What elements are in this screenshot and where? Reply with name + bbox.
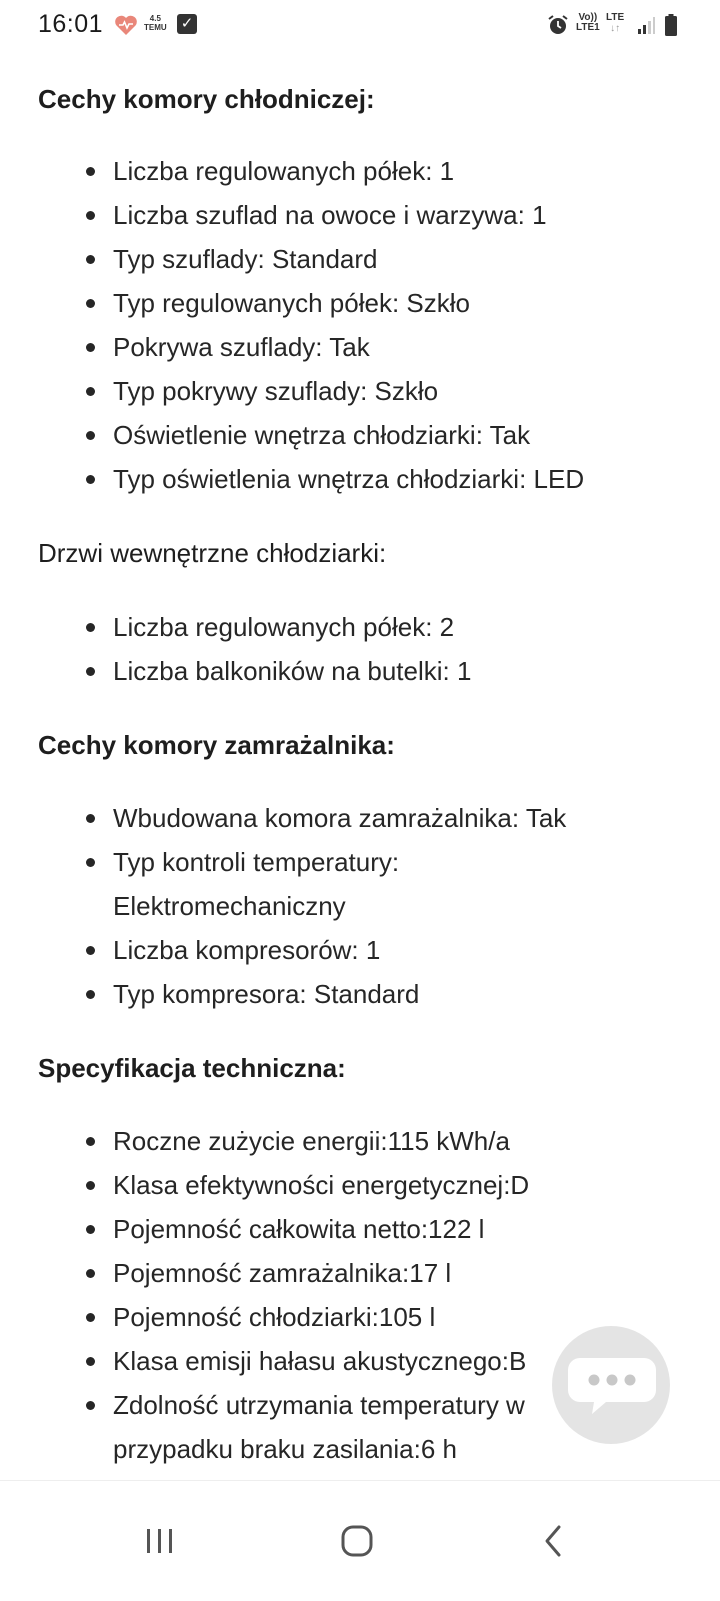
list-item: Typ oświetlenia wnętrza chłodziarki: LED <box>0 457 720 501</box>
freezer-features-list <box>0 796 720 1016</box>
section-title-cooling: Cechy komory chłodniczej: <box>38 84 375 114</box>
section-title-freezer: Cechy komory zamrażalnika: <box>38 730 395 760</box>
temu-rating: 4.5 <box>149 14 161 23</box>
home-icon[interactable] <box>335 1519 379 1563</box>
list-item: Pojemność zamrażalnika:17 l <box>0 1251 720 1295</box>
list-item: Oświetlenie wnętrza chłodziarki: Tak <box>0 413 720 457</box>
chat-bubble-icon <box>566 1356 658 1416</box>
back-icon[interactable] <box>533 1519 577 1563</box>
temu-label: TEMU <box>144 23 167 32</box>
cooling-features-list <box>0 149 720 501</box>
list-item-line1: Typ kontroli temperatury: <box>113 847 400 877</box>
list-item <box>0 840 720 928</box>
list-item: Wbudowana komora zamrażalnika: Tak <box>0 796 720 840</box>
temu-icon <box>144 14 167 32</box>
lte-icon <box>606 12 624 34</box>
list-item: Pojemność całkowita netto:122 l <box>0 1207 720 1251</box>
list-item: Typ szuflady: Standard <box>0 237 720 281</box>
heart-icon <box>114 14 138 36</box>
navigation-bar <box>0 1480 720 1601</box>
list-item-line2: przypadku braku zasilania:6 h <box>113 1434 457 1464</box>
chat-button[interactable] <box>552 1326 670 1444</box>
alarm-icon <box>547 14 569 36</box>
lte-text: LTE <box>606 12 625 23</box>
list-item: Pokrywa szuflady: Tak <box>0 325 720 369</box>
battery-icon <box>665 14 677 36</box>
list-item-line1: Zdolność utrzymania temperatury w <box>113 1390 525 1420</box>
section-title-door: Drzwi wewnętrzne chłodziarki: <box>38 538 387 568</box>
list-item: Typ kompresora: Standard <box>0 972 720 1016</box>
door-features-list <box>0 605 720 693</box>
list-item: Typ regulowanych półek: Szkło <box>0 281 720 325</box>
volte-text: Vo)) <box>578 12 598 23</box>
list-item: Liczba regulowanych półek: 2 <box>0 605 720 649</box>
list-item: Roczne zużycie energii:115 kWh/a <box>0 1119 720 1163</box>
status-time: 16:01 <box>38 10 104 38</box>
signal-icon <box>637 16 655 34</box>
list-item: Klasa efektywności energetycznej:D <box>0 1163 720 1207</box>
list-item: Liczba regulowanych półek: 1 <box>0 149 720 193</box>
section-title-specs: Specyfikacja techniczna: <box>38 1053 346 1083</box>
list-item: Liczba szuflad na owoce i warzywa: 1 <box>0 193 720 237</box>
checkbox-icon: ✓ <box>177 14 197 34</box>
list-item: Liczba balkoników na butelki: 1 <box>0 649 720 693</box>
list-item: Typ pokrywy szuflady: Szkło <box>0 369 720 413</box>
article-content <box>0 60 720 1480</box>
list-item-line2: Elektromechaniczny <box>113 891 346 921</box>
list-item: Pojemność chłodziarki:105 l <box>0 1295 720 1339</box>
lte-arrows: ↓↑ <box>610 23 621 34</box>
list-item: Liczba kompresorów: 1 <box>0 928 720 972</box>
volte-icon <box>576 13 600 33</box>
status-bar <box>0 0 720 50</box>
recent-apps-icon[interactable] <box>138 1519 182 1563</box>
list-item: Klasa emisji hałasu akustycznego:B <box>0 1339 720 1383</box>
volte-sim: LTE1 <box>576 22 600 33</box>
